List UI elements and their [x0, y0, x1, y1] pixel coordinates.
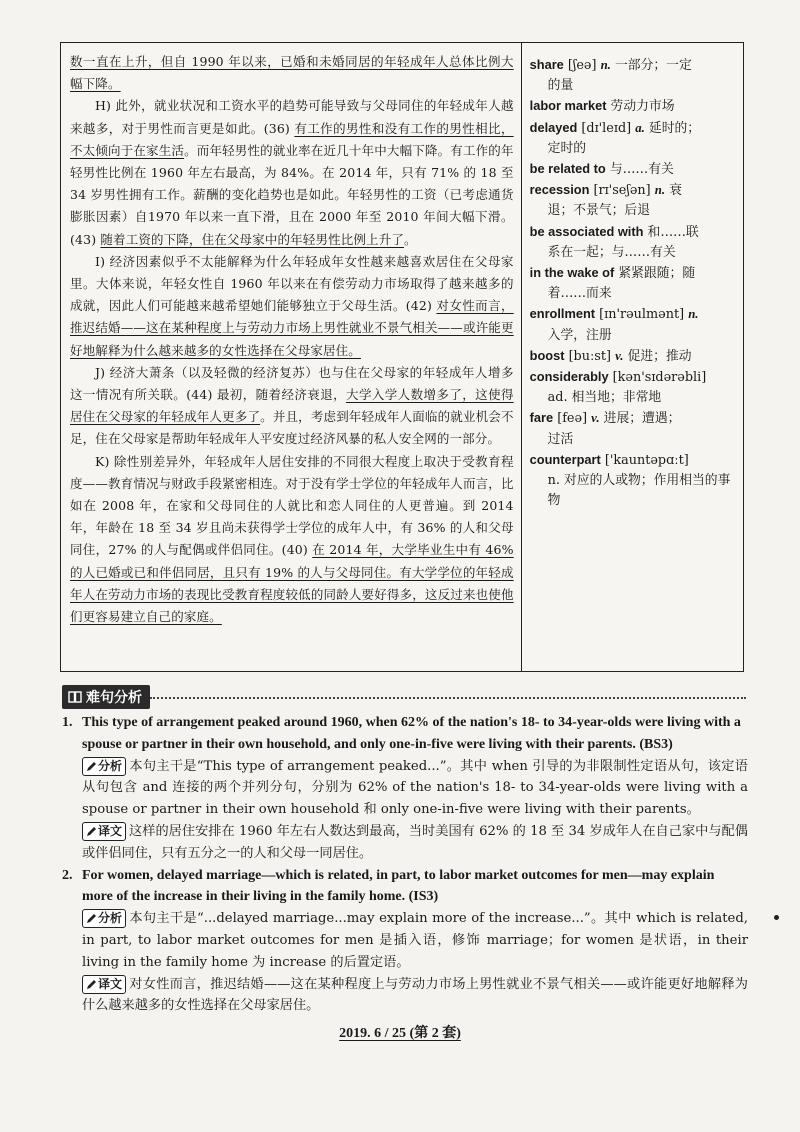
passage-para-i: I) 经济因素似乎不太能解释为什么年轻成年女性越来越喜欢居住在父母家里。大体来说，年轻女性自 1960 年以来在有偿劳动力市场取得了越来越多的成就，因此人们可能越来越希望她们能够独立于父母生活。(42) 对女性而言，推迟结婚——这在某种程度上与劳动力市场上男性就业不景气相关——或许能更好地解释为什么越来越多的女性选择在父母家居住。: [70, 253, 514, 358]
passage-column: [61, 43, 522, 671]
passage-underline: 在 2014 年，大学毕业生中有 46% 的人已婚或已和伴侣同居，且只有 19% 的人与父母同住。有大学学位的年轻成年人在劳动力市场的表现比受教育程度较低的同龄人要好得多，这反过来也使他们更容易建立自己的家庭。: [70, 542, 514, 625]
vocab-entry: labor market 劳动力市场: [529, 98, 675, 115]
sentence-item-1: [62, 712, 748, 865]
pencil-icon: [86, 979, 97, 990]
pencil-icon: [86, 826, 97, 837]
passage-underline: 数一直在上升，但自 1990 年以来，已婚和未婚同居的年轻成年人总体比例大幅下降。: [70, 54, 514, 92]
sentence-item-2: [62, 865, 748, 1018]
passage-para-h: H) 此外，就业状况和工资水平的趋势可能导致与父母同住的年轻成年人越来越多，对于男性而言更是如此。(36) 有工作的男性和没有工作的男性相比，不太倾向于在家生活。而年轻男性的就业率在近几十年中大幅下降。有工作的年轻男性比例在 1960 年左右最高，为 84%。在 2014 年，只有 71% 的 18 至 34 岁男性拥有工作。薪酬的变化趋势也是如此。年轻男性的工资（已考虑通货膨胀因素）自1970 年以来一直下滑，且在 2000 年至 2010 年间大幅下滑。(43) 随着工资的下降，住在父母家中的年轻男性比例上升了。: [70, 98, 514, 247]
vocab-entry: boost [buːst] v. 促进；推动: [529, 347, 692, 364]
passage-underline: 有工作的男性和没有工作的男性相比，不太倾向于在家生活: [70, 120, 514, 158]
translation-tag: 译文: [82, 822, 126, 841]
vocab-entry: fare [feə] v. 进展；遭遇； 过活: [529, 410, 681, 447]
pencil-icon: [86, 761, 97, 772]
vocab-entry: recession [rɪ'seʃən] n. 衰 退；不景气；后退: [529, 182, 682, 219]
translation-block: 译文 对女性而言，推迟结婚——这在某种程度上与劳动力市场上男性就业不景气相关——或许能更好地解释为什么越来越多的女性选择在父母家居住。: [82, 976, 748, 1014]
vocab-entry: counterpart ['kauntəpɑːt] n. 对应的人或物；作用相当的事物: [529, 451, 731, 509]
passage-para-intro: [70, 51, 514, 95]
pencil-icon: [86, 913, 97, 924]
analysis-tag: 分析: [82, 757, 126, 776]
sentence-english: 2. For women, delayed marriage—which is related, in part, to labor market outcomes for men—may explain more of the increase in their living in the family home. (IS3): [62, 867, 715, 905]
section-divider: [150, 697, 746, 699]
difficult-sentences: [62, 712, 748, 1017]
vocab-entry: share [ʃeə] n. 一部分；一定 的量: [529, 57, 692, 94]
passage-para-k: K) 除性别差异外，年轻成年人居住安排的不同很大程度上取决于受教育程度——教育情况与财政手段紧密相连。对于没有学士学位的年轻成年人而言，比如在 2008 年，在家和父母同住的人就比和恋人同住的人更普遍。到 2014 年，年龄在 18 至 34 岁且尚未获得学士学位的成年人中，有 36% 的人和父母同住，27% 的人与配偶或伴侣同住。(40) 在 2014 年，大学毕业生中有 46% 的人已婚或已和伴侣同居，且只有 19% 的人与父母同住。有大学学位的年轻成年人在劳动力市场的表现比受教育程度较低的同龄人要好得多，这反过来也使他们更容易建立自己的家庭。: [70, 453, 514, 625]
passage-underline: 大学入学人数增多了，这使得居住在父母家的年轻成年人更多了: [70, 387, 514, 425]
vocab-entry: in the wake of 紧紧跟随；随 着……而来: [529, 265, 696, 302]
vocab-entry: enrollment [ɪn'rəulmənt] n. 入学，注册: [529, 306, 699, 343]
translation-tag: 译文: [82, 975, 126, 994]
page-footer: 2019. 6 / 25 (第 2 套): [339, 1026, 461, 1041]
reading-panel: [60, 42, 744, 672]
passage-para-j: J) 经济大萧条（以及轻微的经济复苏）也与住在父母家的年轻成年人增多这一情况有所关联。(44) 最初，随着经济衰退，大学入学人数增多了，这使得居住在父母家的年轻成年人更多了。并且，考虑到年轻成年人面临的就业机会不足，住在父母家是帮助年轻成年人平安度过经济风暴的私人安全网的一部分。: [70, 364, 514, 447]
sentence-english: 1. This type of arrangement peaked around 1960, when 62% of the nation's 18- to 34-year-olds were living with a spouse or partner in their own household, and only one-in-five were living with their parents. (BS3): [62, 715, 741, 752]
analysis-tag: 分析: [82, 909, 126, 928]
passage-underline: 对女性而言，推迟结婚——这在某种程度上与劳动力市场上男性就业不景气相关——或许能更好地解释为什么越来越多的女性选择在父母家居住。: [70, 298, 514, 358]
analysis-block: 分析 本句主干是“...delayed marriage...may explain more of the increase...”。其中 which is related, in part, to labor market outcomes for men 是插入语，修饰 marriage；for women 是状语，in their living in the family home 为 increase 的后置定语。: [82, 911, 748, 970]
section-heading: [62, 685, 150, 709]
passage-underline: 随着工资的下降，住在父母家中的年轻男性比例上升了: [100, 231, 404, 247]
section-label: 难句分析: [62, 685, 150, 709]
margin-dot: [774, 915, 779, 920]
book-icon: [68, 691, 82, 703]
translation-block: 译文 这样的居住安排在 1960 年左右人数达到最高，当时美国有 62% 的 18 至 34 岁成年人在自己家中与配偶或伴侣同住，只有五分之一的人和父母一同居住。: [82, 823, 748, 861]
vocab-column: [522, 43, 743, 671]
analysis-block: 分析 本句主干是“This type of arrangement peaked...”。其中 when 引导的为非限制性定语从句，该定语从句包含 and 连接的两个并列分句，分别为 62% of the nation's 18- to 34-year-olds were living with a spouse or partner in their own household 和 only one-in-five were living with their parents。: [82, 758, 748, 818]
vocab-entry: considerably [kən'sɪdərəbli] ad. 相当地；非常地: [529, 369, 707, 406]
vocab-entry: be related to 与……有关: [529, 161, 674, 178]
vocab-entry: delayed [dɪ'leɪd] a. 延时的； 定时的: [529, 119, 701, 156]
vocab-entry: be associated with 和……联 系在一起；与……有关: [529, 223, 699, 260]
